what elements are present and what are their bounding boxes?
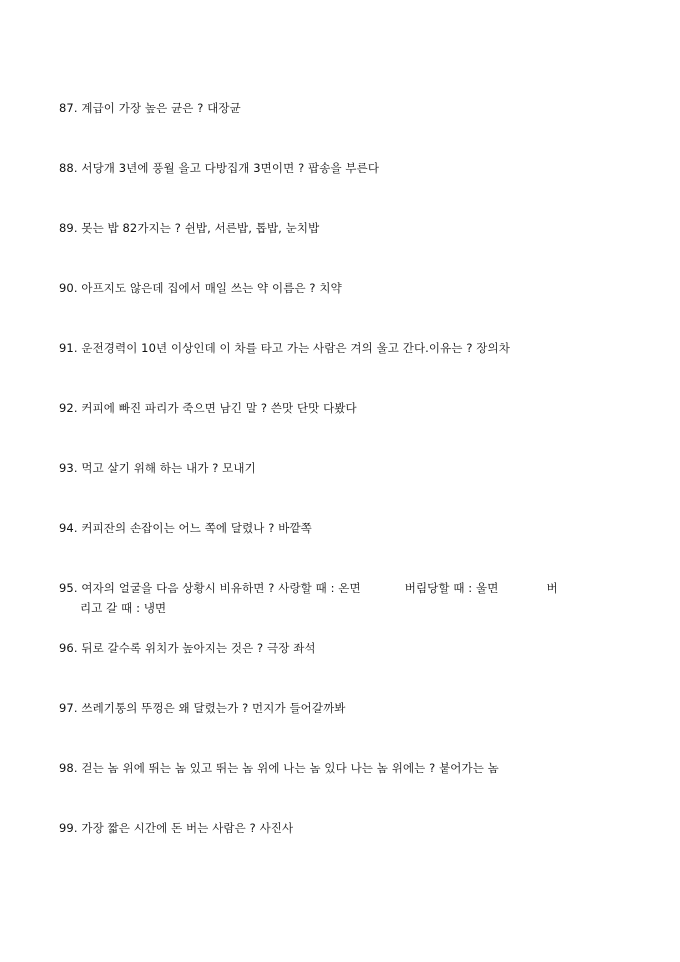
item-text: 못는 밥 82가지는 ? 쉰밥, 서른밥, 톱밥, 눈치밥 [81, 221, 320, 235]
item-text: 서당개 3년에 풍월 을고 다방집개 3면이면 ? 팝송을 부른다 [81, 161, 380, 175]
riddle-97 [59, 698, 631, 718]
item-text: 뒤로 갈수록 위치가 높아지는 것은 ? 극장 좌석 [81, 641, 316, 655]
item-text: 운전경력이 10년 이상인데 이 차를 타고 가는 사람은 겨의 울고 간다.이유는 ? 장의차 [81, 341, 510, 355]
riddle-96 [59, 638, 631, 658]
item-text: 커피잔의 손잡이는 어느 쪽에 달렸나 ? 바깥쪽 [81, 521, 312, 535]
item-text-part-3: 버 [546, 581, 558, 595]
item-text: 아프지도 않은데 집에서 매일 쓰는 약 이름은 ? 치약 [81, 281, 342, 295]
item-text-part-1: 여자의 얼굴을 다음 상황시 비유하면 ? 사랑할 때 : 온면 [81, 581, 361, 595]
riddle-95 [59, 578, 631, 618]
item-number: 97. [59, 701, 78, 715]
riddle-89 [59, 218, 631, 238]
item-text: 커피에 빠진 파리가 죽으면 남긴 말 ? 쓴맛 단맛 다봤다 [81, 401, 357, 415]
item-text: 가장 짧은 시간에 돈 버는 사람은 ? 사진사 [81, 821, 294, 835]
item-text: 먹고 살기 위해 하는 내가 ? 모내기 [81, 461, 256, 475]
item-number: 94. [59, 521, 78, 535]
item-number: 98. [59, 761, 78, 775]
item-number: 88. [59, 161, 78, 175]
riddle-99 [59, 818, 631, 838]
riddle-90 [59, 278, 631, 298]
riddle-94 [59, 518, 631, 538]
item-number: 91. [59, 341, 78, 355]
item-text-continuation: 리고 갈 때 : 냉면 [80, 601, 167, 615]
item-text: 계급이 가장 높은 균은 ? 대장균 [81, 101, 241, 115]
item-number: 99. [59, 821, 78, 835]
riddle-87 [59, 98, 631, 118]
item-number: 92. [59, 401, 78, 415]
item-number: 96. [59, 641, 78, 655]
riddle-93 [59, 458, 631, 478]
item-text: 쓰레기통의 뚜껑은 왜 달렸는가 ? 먼지가 들어갈까봐 [81, 701, 346, 715]
riddle-98 [59, 758, 631, 778]
item-number: 90. [59, 281, 78, 295]
riddle-92 [59, 398, 631, 418]
item-number: 95. [59, 581, 78, 595]
item-number: 93. [59, 461, 78, 475]
riddle-88 [59, 158, 631, 178]
item-text: 걷는 놈 위에 뛰는 놈 있고 뛰는 놈 위에 나는 놈 있다 나는 놈 위에는 ? 붙어가는 놈 [81, 761, 499, 775]
item-number: 89. [59, 221, 78, 235]
item-text-part-2: 버림당할 때 : 울면 [404, 581, 499, 595]
item-number: 87. [59, 101, 78, 115]
riddle-91 [59, 338, 631, 358]
